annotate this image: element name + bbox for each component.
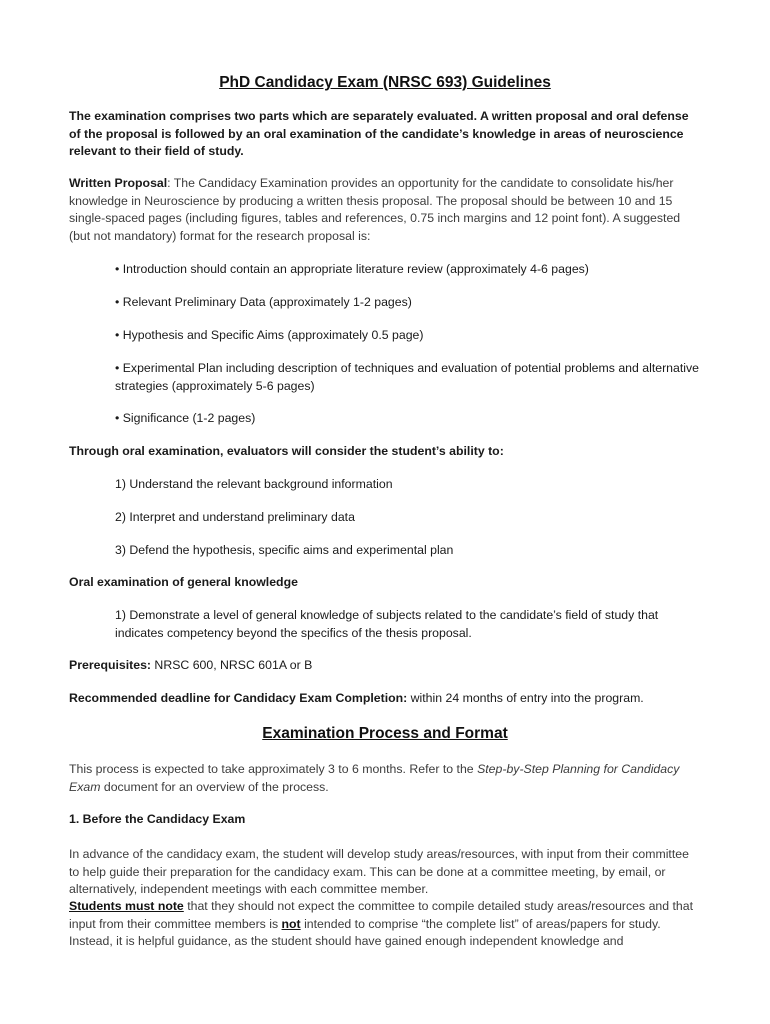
students-note-label: Students must note [69, 899, 184, 913]
process-text-end: document for an overview of the process. [100, 779, 329, 794]
prerequisites-line [69, 657, 699, 675]
note-text: that they should not expect the committee to compile detailed study areas/resources and that input from their committee members is [69, 899, 694, 931]
intro-paragraph: The examination comprises two parts which are separately evaluated. A written proposal and oral defense of the proposal is followed by an oral examination of the candidate’s knowledge in areas of neuroscience relevant to their field of study. [69, 109, 689, 158]
deadline-label: Recommended deadline for Candidacy Exam Completion: [69, 691, 408, 705]
process-paragraph [69, 761, 699, 796]
not-emphasis: not [281, 916, 301, 931]
written-proposal-paragraph [69, 175, 699, 245]
oral-item: 3) Defend the hypothesis, specific aims and experimental plan [115, 543, 454, 557]
section-title: Examination Process and Format [262, 725, 508, 742]
step1-heading: 1. Before the Candidacy Exam [69, 812, 246, 826]
step1-paragraph: In advance of the candidacy exam, the student will develop study areas/resources, with input from their committee to help guide their preparation for the candidacy exam. This can be done at a committee meeting, by email, or alternatively, independent meetings with each committee member. [69, 847, 689, 896]
bullet-item: • Relevant Preliminary Data (approximately 1-2 pages) [115, 295, 412, 309]
planning-document-reference: Step-by-Step Planning for Candidacy Exam [69, 762, 680, 794]
written-proposal-label: Written Proposal [69, 176, 168, 190]
general-knowledge-heading: Oral examination of general knowledge [69, 575, 298, 589]
bullet-item: • Experimental Plan including description of techniques and evaluation of potential problems and alternative strategies (approximately 5-6 pages) [115, 361, 699, 393]
process-text: This process is expected to take approximately 3 to 6 months. Refer to the [69, 762, 478, 776]
oral-item: 2) Interpret and understand preliminary data [115, 510, 355, 524]
prerequisites-label: Prerequisites: [69, 658, 152, 672]
general-knowledge-item: 1) Demonstrate a level of general knowledge of subjects related to the candidate’s field of study that indicates competency beyond the specifics of the thesis proposal. [115, 608, 659, 640]
deadline-text: within 24 months of entry into the program. [407, 691, 644, 705]
oral-item: 1) Understand the relevant background information [115, 477, 393, 491]
bullet-item: • Significance (1-2 pages) [115, 411, 256, 425]
bullet-item: • Hypothesis and Specific Aims (approximately 0.5 page) [115, 328, 424, 342]
note-text-end: intended to comprise “the complete list” of areas/papers for study. Instead, it is helpful guidance, as the student should have gained enough independent knowledge and [69, 916, 661, 948]
written-proposal-text: : The Candidacy Examination provides an opportunity for the candidate to consolidate his/her knowledge in Neuroscience by producing a written thesis proposal. The proposal should be between 10 and 15 single-spaced pages (including figures, tables and references, 0.75 inch margins and 12 point font). A suggested (but not mandatory) format for the research proposal is: [69, 176, 681, 243]
prerequisites-text: NRSC 600, NRSC 601A or B [151, 658, 313, 672]
students-note-paragraph [69, 898, 699, 951]
bullet-item: • Introduction should contain an appropriate literature review (approximately 4-6 pages) [115, 262, 589, 276]
page-title: PhD Candidacy Exam (NRSC 693) Guidelines [219, 74, 551, 91]
deadline-line [69, 690, 699, 708]
oral-exam-heading: Through oral examination, evaluators will consider the student’s ability to: [69, 444, 504, 458]
